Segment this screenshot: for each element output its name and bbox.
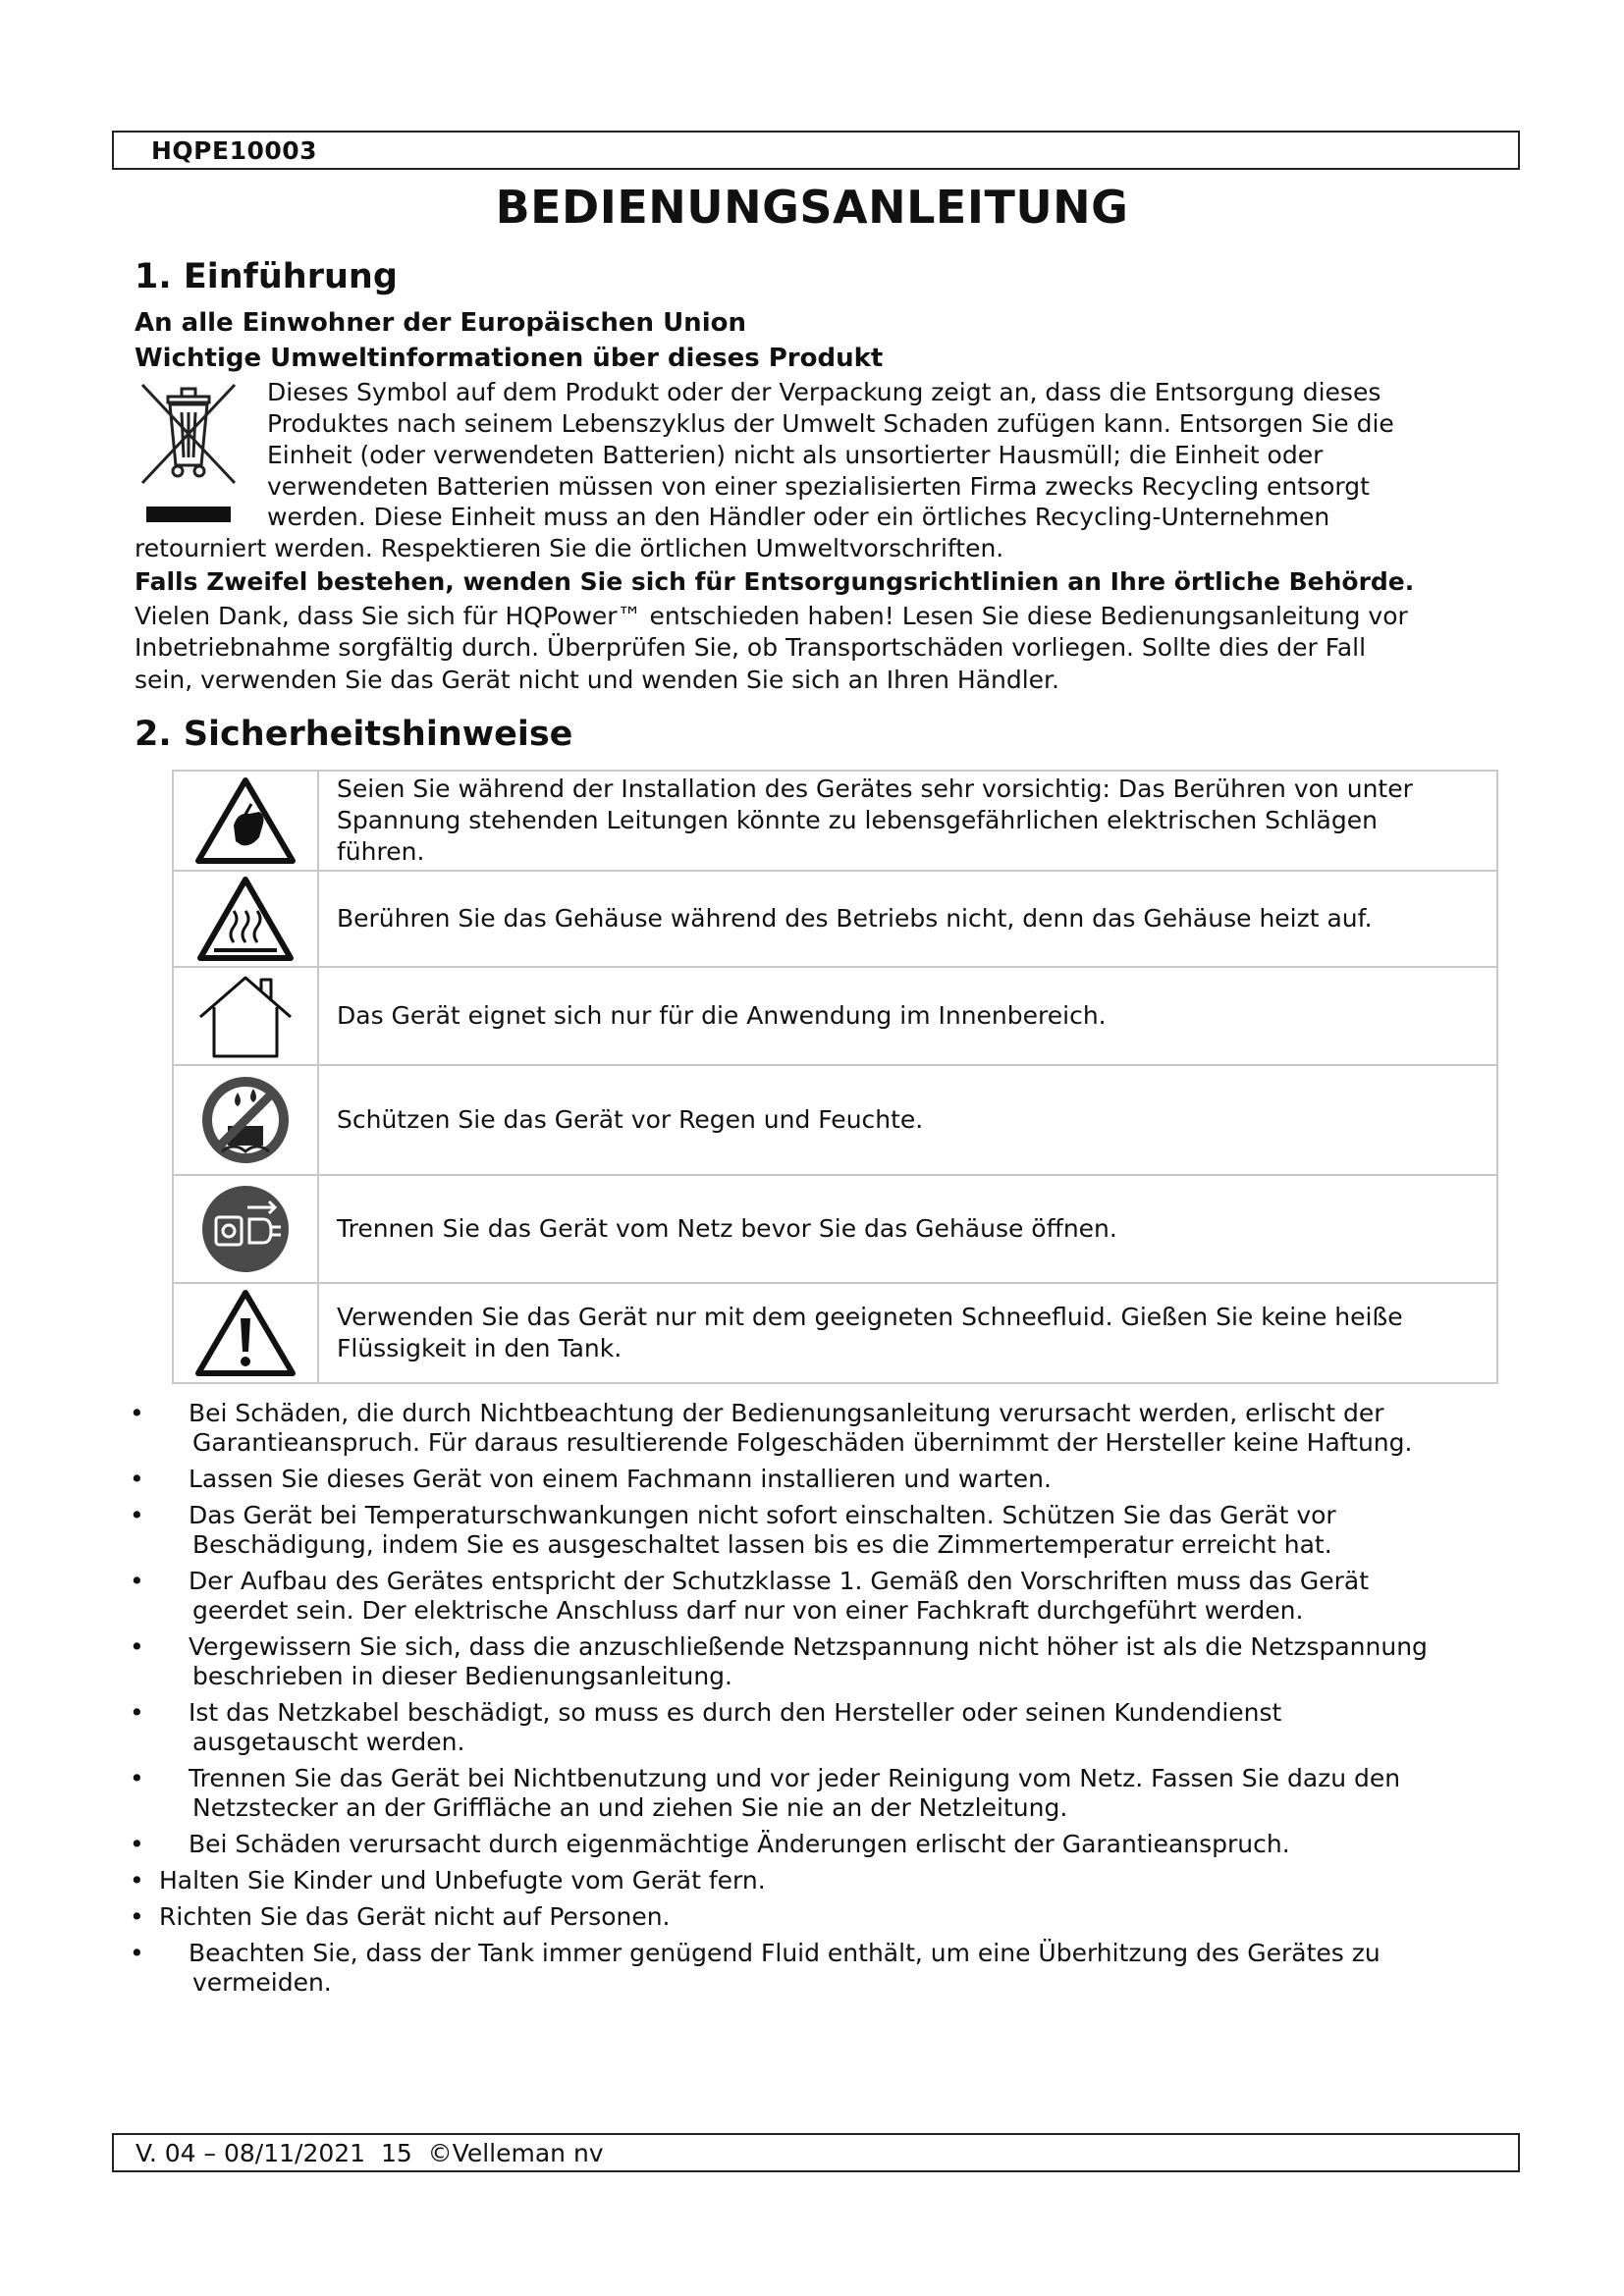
environment-info-heading: Wichtige Umweltinformationen über dieses Produkt <box>135 344 884 373</box>
safety-row-6-line-1: Verwenden Sie das Gerät nur mit dem geeigneten Schneefluid. Gießen Sie keine heiße <box>337 1303 1403 1331</box>
bullet-item: • Bei Schäden verursacht durch eigenmächtige Änderungen erlischt der Garantieanspruch. <box>130 1830 1290 1858</box>
weee-text-line-2: Produktes nach seinem Lebenszyklus der Umwelt Schaden zufügen kann. Entsorgen Sie die <box>267 409 1394 438</box>
section-1-heading: 1. Einführung <box>135 257 398 296</box>
footer-bar <box>112 2133 1520 2172</box>
eu-residents-heading: An alle Einwohner der Europäischen Union <box>135 308 746 338</box>
bullet-item: • Beachten Sie, dass der Tank immer genügend Fluid enthält, um eine Überhitzung des Gerätes zu vermeiden. <box>130 1939 1380 1997</box>
safety-row <box>173 871 1497 967</box>
safety-row <box>173 967 1497 1065</box>
footer-version-text: V. 04 – 08/11/2021 15 ©Velleman nv <box>135 2139 604 2167</box>
disposal-doubt-note: Falls Zweifel bestehen, wenden Sie sich für Entsorgungsrichtlinien an Ihre örtliche Behörde. <box>135 567 1415 596</box>
weee-text-line-3: Einheit (oder verwendeten Batterien) nicht als unsortierter Hausmüll; die Einheit oder <box>267 441 1324 469</box>
bullet-item: • Lassen Sie dieses Gerät von einem Fachmann installieren und warten. <box>130 1465 1052 1493</box>
bullet-item: • Halten Sie Kinder und Unbefugte vom Gerät fern. <box>130 1866 766 1895</box>
weee-text-line-5: werden. Diese Einheit muss an den Händler oder ein örtliches Recycling-Unternehmen <box>267 503 1330 531</box>
model-code: HQPE10003 <box>151 136 318 165</box>
caution-exclamation-icon <box>194 1289 297 1377</box>
safety-row-1-line-3: führen. <box>337 837 425 866</box>
weee-text-line-6: retourniert werden. Respektieren Sie die örtlichen Umweltvorschriften. <box>135 534 1004 562</box>
safety-row <box>173 771 1497 871</box>
document-title: BEDIENUNGSANLEITUNG <box>495 181 1129 234</box>
indoor-house-icon <box>196 972 295 1060</box>
safety-row-3-text: Das Gerät eignet sich nur für die Anwendung im Innenbereich. <box>337 1001 1107 1030</box>
thanks-line-2: Inbetriebnahme sorgfältig durch. Überprüfen Sie, ob Transportschäden vorliegen. Sollte dies der Fall <box>135 633 1367 662</box>
bullet-item: • Trennen Sie das Gerät bei Nichtbenutzung und vor jeder Reinigung vom Netz. Fassen Sie dazu den Netzstecker an der Griffläche an und ziehen Sie nie an der Netzleitung. <box>130 1764 1401 1822</box>
safety-bullet-list <box>130 1399 1524 2004</box>
safety-row-2-text: Berühren Sie das Gehäuse während des Betriebs nicht, denn das Gehäuse heizt auf. <box>337 904 1373 933</box>
header-bar <box>112 131 1520 170</box>
section-2-heading: 2. Sicherheitshinweise <box>135 715 573 754</box>
weee-text-line-1: Dieses Symbol auf dem Produkt oder der Verpackung zeigt an, dass die Entsorgung dieses <box>267 378 1381 406</box>
safety-symbols-table <box>172 770 1498 1384</box>
safety-row-4-text: Schützen Sie das Gerät vor Regen und Feuchte. <box>337 1105 924 1134</box>
bullet-item: • Richten Sie das Gerät nicht auf Personen. <box>130 1902 671 1931</box>
bullet-item: • Vergewissern Sie sich, dass die anzuschließende Netzspannung nicht höher ist als die Netzspannung beschrieben in dieser Bedienungsanleitung. <box>130 1632 1428 1690</box>
safety-row <box>173 1283 1497 1383</box>
safety-row-1-line-2: Spannung stehenden Leitungen könnte zu lebensgefährlichen elektrischen Schlägen <box>337 806 1378 834</box>
electric-shock-warning-icon <box>194 776 297 865</box>
hot-surface-warning-icon <box>196 876 295 962</box>
safety-row-6-line-2: Flüssigkeit in den Tank. <box>337 1334 623 1362</box>
thanks-line-1: Vielen Dank, dass Sie sich für HQPower™ entschieden haben! Lesen Sie diese Bedienungsanleitung vor <box>135 602 1408 630</box>
safety-row-5-text: Trennen Sie das Gerät vom Netz bevor Sie das Gehäuse öffnen. <box>337 1214 1117 1243</box>
weee-text-line-4: verwendeten Batterien müssen von einer spezialisierten Firma zwecks Recycling entsorgt <box>267 472 1370 501</box>
safety-row <box>173 1065 1497 1175</box>
weee-crossed-bin-icon <box>135 375 243 522</box>
safety-row <box>173 1175 1497 1283</box>
bullet-item: • Der Aufbau des Gerätes entspricht der Schutzklasse 1. Gemäß den Vorschriften muss das Gerät geerdet sein. Der elektrische Anschluss darf nur von einer Fachkraft durchgeführt werden. <box>130 1567 1370 1625</box>
bullet-item: • Ist das Netzkabel beschädigt, so muss es durch den Hersteller oder seinen Kundendienst ausgetauscht werden. <box>130 1698 1282 1756</box>
unplug-icon <box>198 1182 293 1276</box>
bullet-item: • Das Gerät bei Temperaturschwankungen nicht sofort einschalten. Schützen Sie das Gerät vor Beschädigung, indem Sie es ausgeschaltet lassen bis es die Zimmertemperatur erreicht hat. <box>130 1501 1336 1559</box>
no-moisture-icon <box>198 1073 293 1167</box>
bullet-item: • Bei Schäden, die durch Nichtbeachtung der Bedienungsanleitung verursacht werden, erlischt der Garantieanspruch. Für daraus resultierende Folgeschäden übernimmt der Hersteller keine Haftung. <box>130 1399 1413 1457</box>
safety-row-1-line-1: Seien Sie während der Installation des Gerätes sehr vorsichtig: Das Berühren von unter <box>337 774 1413 803</box>
thanks-line-3: sein, verwenden Sie das Gerät nicht und wenden Sie sich an Ihren Händler. <box>135 666 1059 694</box>
